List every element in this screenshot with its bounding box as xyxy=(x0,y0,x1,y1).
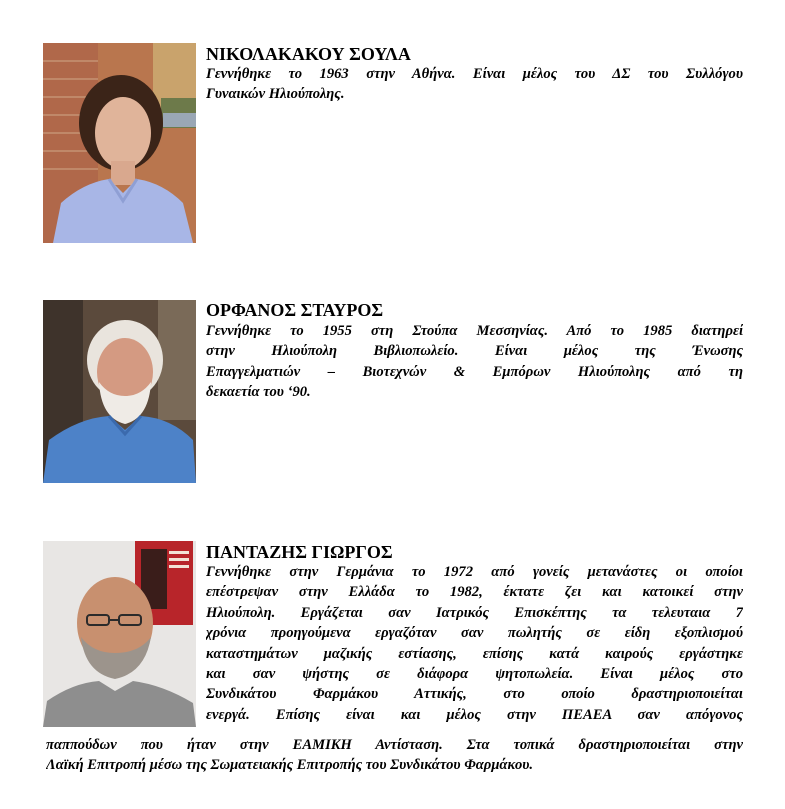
person-name-1: ΝΙΚΟΛΑΚΑΚΟΥ ΣΟΥΛΑ xyxy=(206,44,411,64)
bio-line: Γεννήθηκε το 1963 στην Αθήνα. Είναι μέλος του ΔΣ του Συλλόγου xyxy=(206,66,743,82)
bio-line: στην Ηλιούπολη Βιβλιοπωλείο. Είναι μέλος της Ένωσης xyxy=(206,343,743,360)
bio-line: Γεννήθηκε το 1955 στη Στούπα Μεσσηνίας. Από το 1985 διατηρεί xyxy=(206,323,743,339)
bio-line: και σαν ψήστης σε διάφορα ψητοπωλεία. Είναι μέλος στο xyxy=(206,666,743,683)
portrait-photo-1 xyxy=(43,43,196,243)
bio-line: Λαϊκή Επιτροπή μέσω της Σωματειακής Επιτροπής του Συνδικάτου Φαρμάκου. xyxy=(46,757,534,774)
person-bio-3-continued xyxy=(46,735,743,776)
portrait-photo-3 xyxy=(43,541,196,727)
bio-line: ενεργά. Επίσης είναι και μέλος στην ΠΕΑΕΑ σαν απόγονος xyxy=(206,706,743,723)
bio-line: Γυναικών Ηλιούπολης. xyxy=(206,86,345,103)
bio-line: Συνδικάτου Φαρμάκου Αττικής, στο οποίο δραστηριοποιείται xyxy=(206,686,743,703)
bio-line: Γεννήθηκε στην Γερμάνια το 1972 από γονείς μετανάστες οι οποίοι xyxy=(206,564,743,580)
person-bio-2 xyxy=(206,321,743,403)
bio-line: παππούδων που ήταν στην ΕΑΜΙΚΗ Αντίσταση. Στα τοπικά δραστηριοποιείται στην xyxy=(46,737,743,753)
person-bio-1 xyxy=(206,64,743,105)
bio-line: καταστημάτων μαζικής εστίασης, επίσης κατά καιρούς εργάστηκε xyxy=(206,645,743,662)
person-name-2: ΟΡΦΑΝΟΣ ΣΤΑΥΡΟΣ xyxy=(206,300,384,320)
person-name-3: ΠΑΝΤΑΖΗΣ ΓΙΩΡΓΟΣ xyxy=(206,542,393,562)
portrait-photo-2 xyxy=(43,300,196,483)
bio-line: δεκαετία του ‘90. xyxy=(206,384,311,401)
bio-line: χρόνια προηγούμενα εργαζόταν σαν πωλητής σε είδη εξοπλισμού xyxy=(206,625,743,642)
person-bio-3 xyxy=(206,562,743,725)
bio-line: Ηλιούπολη. Εργάζεται σαν Ιατρικός Επισκέπτης τα τελευταια 7 xyxy=(206,604,743,621)
bio-line: Επαγγελματιών – Βιοτεχνών & Εμπόρων Ηλιούπολης από τη xyxy=(206,363,743,380)
bio-line: επέστρεψαν στην Ελλάδα το 1982, έκτατε ζει και κατοικεί στην xyxy=(206,584,743,601)
